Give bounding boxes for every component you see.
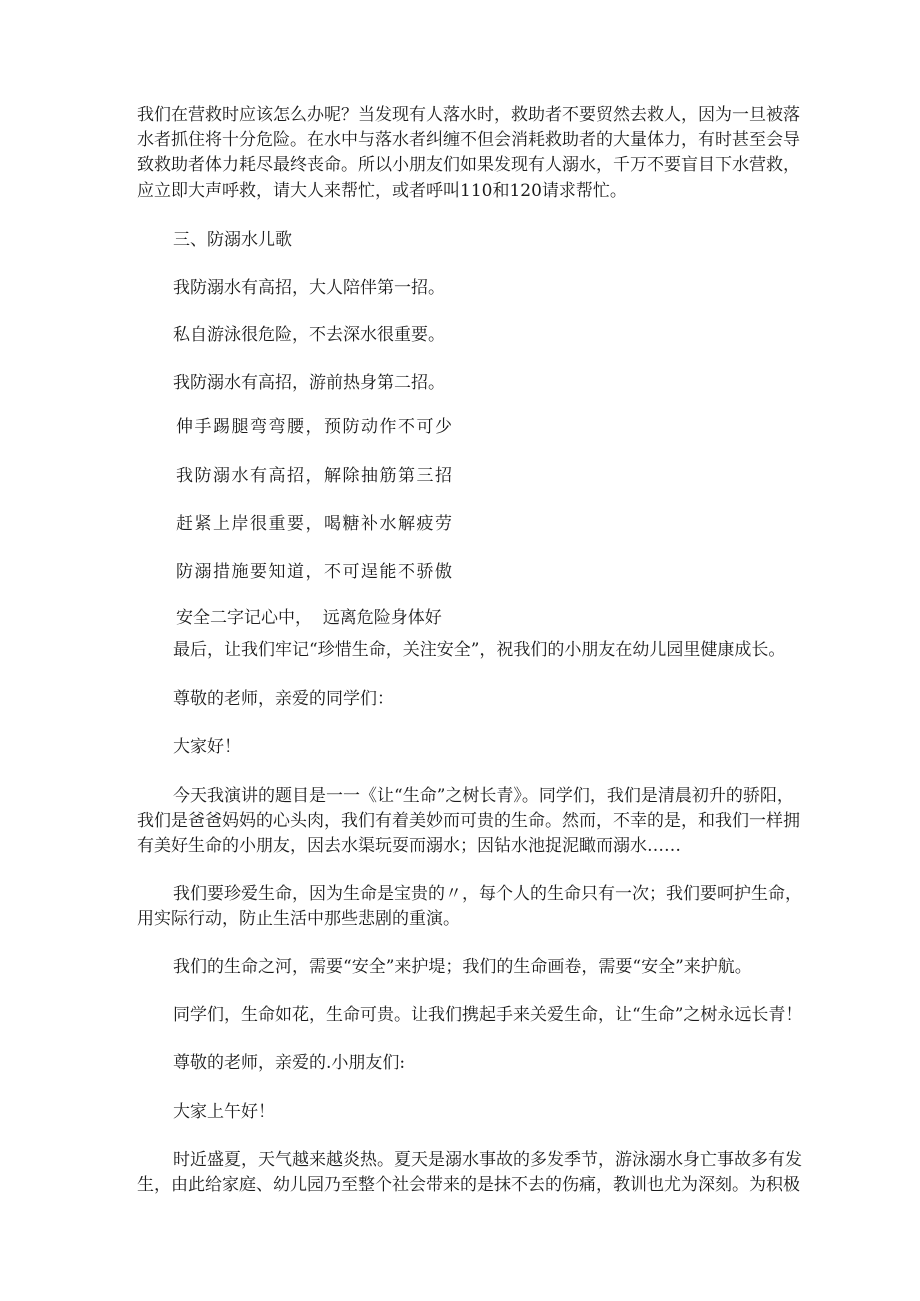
speech1-hello: 大家好！: [173, 737, 241, 757]
section-heading: 三、防溺水儿歌: [173, 230, 292, 250]
song-line-6: 赶紧上岸很重要，喝糖补水解疲劳: [176, 514, 454, 534]
speech1-greeting: 尊敬的老师，亲爱的同学们：: [173, 689, 394, 709]
song-line-4: 伸手踢腿弯弯腰，预防动作不可少: [176, 417, 454, 437]
intro-paragraph-line-3: 致救助者体力耗尽最终丧命。所以小朋友们如果发现有人溺水，千万不要盲目下水营救，: [137, 155, 800, 175]
speech1-para2-line-1: 我们要珍爱生命，因为生命是宝贵的〃，每个人的生命只有一次；我们要呵护生命，: [173, 884, 802, 904]
closing-line: 最后，让我们牢记“珍惜生命，关注安全”，祝我们的小朋友在幼儿园里健康成长。: [173, 640, 786, 660]
intro-paragraph-line-2: 水者抓住将十分危险。在水中与落水者纠缠不但会消耗救助者的大量体力，有时甚至会导: [137, 130, 800, 150]
song-line-7: 防溺措施要知道，不可逞能不骄傲: [176, 562, 454, 582]
intro-paragraph-line-1: 我们在营救时应该怎么办呢？当发现有人落水时，救助者不要贸然去救人，因为一旦被落: [137, 105, 800, 125]
speech1-para4: 同学们，生命如花，生命可贵。让我们携起手来关爱生命，让“生命”之树永远长青！: [173, 1005, 803, 1025]
speech2-para1-line-1: 时近盛夏，天气越来越炎热。夏天是溺水事故的多发季节，游泳溺水身亡事故多有发: [173, 1150, 802, 1170]
speech2-para1-line-2: 生，由此给家庭、幼儿园乃至整个社会带来的是抹不去的伤痛，教训也尤为深刻。为积极: [137, 1175, 800, 1195]
intro-paragraph-line-4: 应立即大声呼救，请大人来帮忙，或者呼叫110和120请求帮忙。: [137, 181, 627, 201]
speech1-para1-line-1: 今天我演讲的题目是一一《让“生命”之树长青》。同学们，我们是清晨初升的骄阳，: [173, 786, 794, 806]
song-line-8: 安全二字记心中， 远离危险身体好: [176, 608, 442, 628]
speech1-para1-line-3: 有美好生命的小朋友，因去水渠玩耍而溺水；因钻水池捉泥瞰而溺水……: [137, 836, 681, 856]
speech1-para1-line-2: 我们是爸爸妈妈的心头肉，我们有着美妙而可贵的生命。然而，不幸的是，和我们一样拥: [137, 811, 800, 831]
song-line-5: 我防溺水有高招，解除抽筋第三招: [176, 466, 454, 486]
speech1-para2-line-2: 用实际行动，防止生活中那些悲剧的重演。: [137, 909, 460, 929]
speech2-hello: 大家上午好！: [173, 1102, 275, 1122]
speech2-greeting: 尊敬的老师，亲爱的.小朋友们:: [173, 1053, 406, 1073]
song-line-2: 私自游泳很危险，不去深水很重要。: [173, 325, 445, 345]
song-line-1: 我防溺水有高招，大人陪伴第一招。: [173, 278, 445, 298]
speech1-para3: 我们的生命之河，需要“安全”来护堤；我们的生命画卷，需要“安全”来护航。: [173, 957, 752, 977]
song-line-3: 我防溺水有高招，游前热身第二招。: [173, 373, 445, 393]
